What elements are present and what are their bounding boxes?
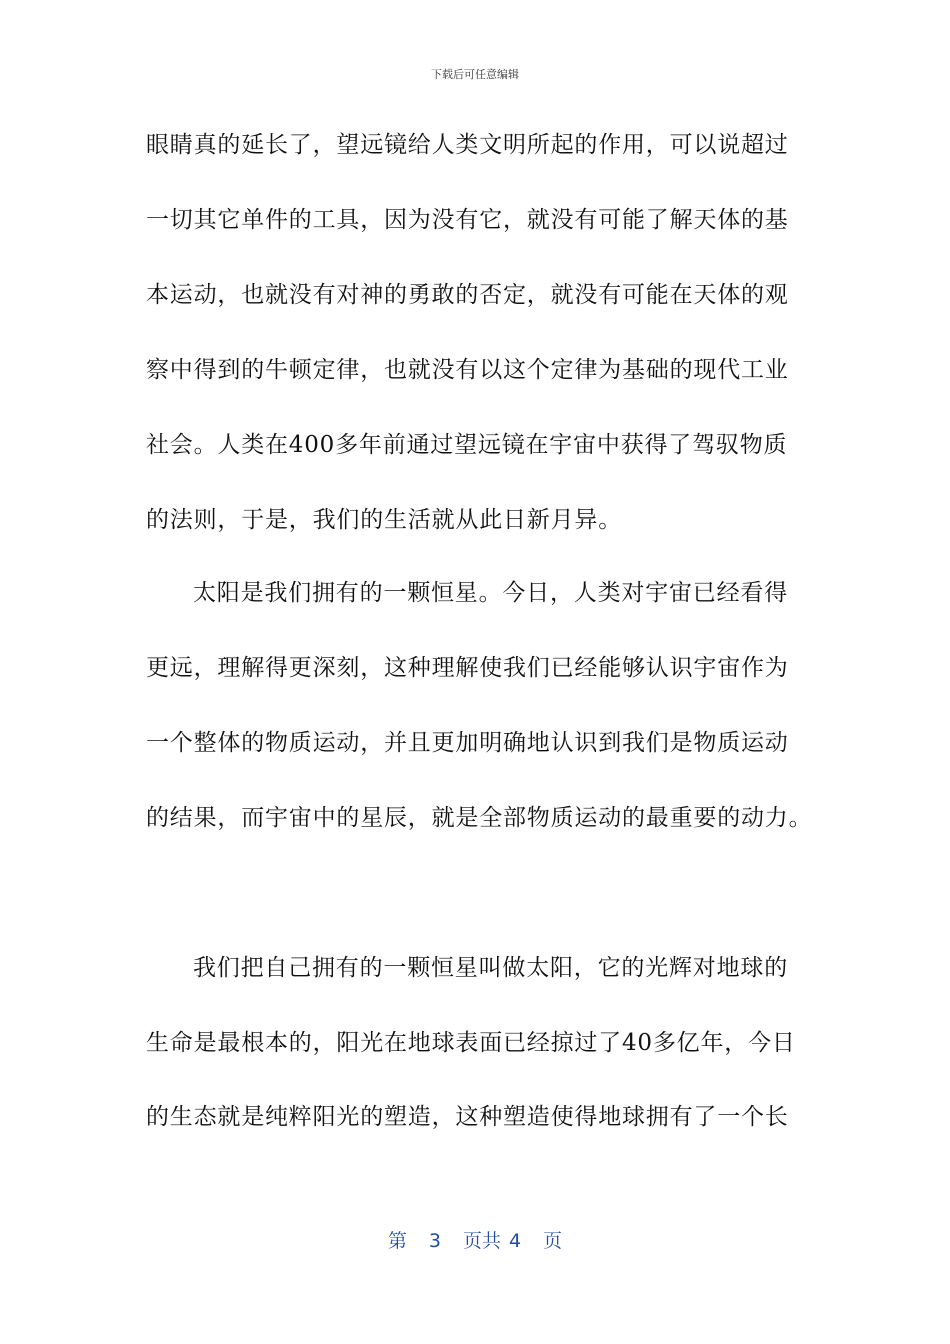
text-line: 我们把自己拥有的一颗恒星叫做太阳，它的光辉对地球的 bbox=[193, 955, 788, 981]
text-line: 的法则，于是，我们的生活就从此日新月异。 bbox=[146, 507, 622, 533]
text-line: 更远，理解得更深刻，这种理解使我们已经能够认识宇宙作为 bbox=[146, 655, 789, 681]
current-page-number: 3 bbox=[428, 1230, 441, 1252]
text-line: 眼睛真的延长了，望远镜给人类文明所起的作用，可以说超过 bbox=[146, 132, 789, 158]
text-line: 太阳是我们拥有的一颗恒星。今日，人类对宇宙已经看得 bbox=[193, 580, 788, 606]
text-line: 本运动，也就没有对神的勇敢的否定，就没有可能在天体的观 bbox=[146, 282, 789, 308]
text-line: 的生态就是纯粹阳光的塑造，这种塑造使得地球拥有了一个长 bbox=[146, 1104, 789, 1130]
page-suffix: 页 bbox=[543, 1230, 563, 1252]
page-header: 下载后可任意编辑 bbox=[431, 68, 519, 81]
text-line: 的结果，而宇宙中的星辰，就是全部物质运动的最重要的动力。 bbox=[146, 805, 813, 831]
page-mid: 页共 bbox=[462, 1230, 501, 1252]
page-prefix: 第 bbox=[387, 1230, 407, 1252]
text-line: 一切其它单件的工具，因为没有它，就没有可能了解天体的基 bbox=[146, 207, 789, 233]
page-number-footer bbox=[0, 1226, 950, 1253]
text-line: 一个整体的物质运动，并且更加明确地认识到我们是物质运动 bbox=[146, 730, 789, 756]
text-line: 社会。人类在400多年前通过望远镜在宇宙中获得了驾驭物质 bbox=[146, 432, 788, 458]
text-line: 察中得到的牛顿定律，也就没有以这个定律为基础的现代工业 bbox=[146, 357, 789, 383]
total-pages-number: 4 bbox=[509, 1230, 522, 1252]
text-line: 生命是最根本的，阳光在地球表面已经掠过了40多亿年，今日 bbox=[146, 1030, 796, 1056]
